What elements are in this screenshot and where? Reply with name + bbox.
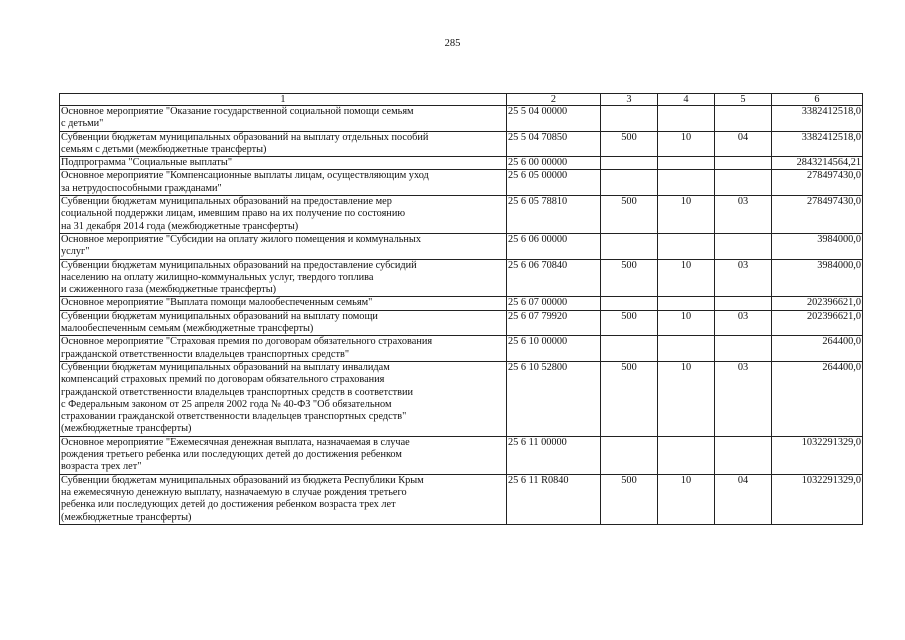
row-col3-cell: 500 — [601, 196, 658, 234]
row-col4-cell: 10 — [658, 474, 715, 524]
table-row — [60, 474, 863, 524]
table-row — [60, 131, 863, 157]
page-number: 285 — [444, 38, 461, 49]
row-col3-cell: 500 — [601, 259, 658, 297]
table-body — [60, 106, 863, 525]
row-col5-cell: 04 — [715, 474, 772, 524]
row-amount-cell: 202396621,0 — [772, 297, 863, 310]
row-col5-cell — [715, 106, 772, 132]
row-col4-cell — [658, 336, 715, 362]
column-header: 5 — [715, 94, 772, 106]
row-amount-cell: 202396621,0 — [772, 310, 863, 336]
row-amount-cell: 1032291329,0 — [772, 436, 863, 474]
row-name-cell: Субвенции бюджетам муниципальных образований на предоставление мер социальной поддержки лицам, имевшим право на их получение по состоянию на 31 декабря 2014 года (межбюджетные трансферты) — [60, 196, 507, 234]
row-col3-cell — [601, 157, 658, 170]
row-code-cell: 25 6 11 00000 — [507, 436, 601, 474]
row-col4-cell — [658, 297, 715, 310]
row-col5-cell — [715, 233, 772, 259]
row-col5-cell — [715, 436, 772, 474]
row-amount-cell: 264400,0 — [772, 336, 863, 362]
row-col4-cell: 10 — [658, 310, 715, 336]
row-code-cell: 25 6 07 00000 — [507, 297, 601, 310]
row-amount-cell: 3382412518,0 — [772, 106, 863, 132]
row-col3-cell — [601, 233, 658, 259]
table-row — [60, 297, 863, 310]
table-row — [60, 196, 863, 234]
row-name-cell: Субвенции бюджетам муниципальных образований на выплату отдельных пособий семьям с детьми (межбюджетные трансферты) — [60, 131, 507, 157]
row-name-cell: Субвенции бюджетам муниципальных образований на выплату инвалидам компенсаций страховых премий по договорам обязательного страхования гражданской ответственности владельцев транспортных средств в соответствии с Федеральным законом от 25 апреля 2002 года № 40-ФЗ "Об обязательном страховании гражданской ответственности владельцев транспортных средств" (межбюджетные трансферты) — [60, 361, 507, 436]
row-col5-cell: 03 — [715, 361, 772, 436]
row-col3-cell — [601, 106, 658, 132]
row-name-cell: Субвенции бюджетам муниципальных образований на предоставление субсидий населению на оплату жилищно-коммунальных услуг, твердого топлива и сжиженного газа (межбюджетные трансферты) — [60, 259, 507, 297]
row-col3-cell: 500 — [601, 310, 658, 336]
column-header: 4 — [658, 94, 715, 106]
table-row — [60, 233, 863, 259]
table-row — [60, 361, 863, 436]
table-row — [60, 170, 863, 196]
row-name-cell: Основное мероприятие "Субсидии на оплату жилого помещения и коммунальных услуг" — [60, 233, 507, 259]
row-code-cell: 25 6 10 00000 — [507, 336, 601, 362]
row-name-cell: Основное мероприятие "Страховая премия по договорам обязательного страхования гражданской ответственности владельцев транспортных средств" — [60, 336, 507, 362]
row-col5-cell: 03 — [715, 196, 772, 234]
row-amount-cell: 264400,0 — [772, 361, 863, 436]
row-col5-cell — [715, 157, 772, 170]
row-code-cell: 25 6 07 79920 — [507, 310, 601, 336]
table-row — [60, 436, 863, 474]
row-amount-cell: 278497430,0 — [772, 170, 863, 196]
row-code-cell: 25 6 11 R0840 — [507, 474, 601, 524]
row-name-cell: Субвенции бюджетам муниципальных образований из бюджета Республики Крым на ежемесячную денежную выплату, назначаемую в случае рождения третьего ребенка или последующих детей до достижения ребенком возраста трех лет (межбюджетные трансферты) — [60, 474, 507, 524]
row-amount-cell: 3984000,0 — [772, 233, 863, 259]
row-col4-cell: 10 — [658, 196, 715, 234]
row-code-cell: 25 5 04 70850 — [507, 131, 601, 157]
row-col5-cell: 03 — [715, 259, 772, 297]
row-code-cell: 25 6 06 00000 — [507, 233, 601, 259]
table-row — [60, 157, 863, 170]
row-code-cell: 25 6 00 00000 — [507, 157, 601, 170]
column-header: 6 — [772, 94, 863, 106]
row-col5-cell: 03 — [715, 310, 772, 336]
row-col3-cell — [601, 336, 658, 362]
row-amount-cell: 3984000,0 — [772, 259, 863, 297]
row-col4-cell: 10 — [658, 259, 715, 297]
table-row — [60, 310, 863, 336]
row-col4-cell: 10 — [658, 131, 715, 157]
row-amount-cell: 278497430,0 — [772, 196, 863, 234]
table-row — [60, 259, 863, 297]
row-amount-cell: 2843214564,21 — [772, 157, 863, 170]
row-col3-cell: 500 — [601, 361, 658, 436]
row-code-cell: 25 5 04 00000 — [507, 106, 601, 132]
row-code-cell: 25 6 10 52800 — [507, 361, 601, 436]
budget-table — [59, 93, 863, 525]
row-name-cell: Субвенции бюджетам муниципальных образований на выплату помощи малообеспеченным семьям (межбюджетные трансферты) — [60, 310, 507, 336]
row-col4-cell — [658, 436, 715, 474]
table-row — [60, 336, 863, 362]
row-col4-cell — [658, 157, 715, 170]
column-header: 3 — [601, 94, 658, 106]
row-col3-cell — [601, 297, 658, 310]
row-col5-cell: 04 — [715, 131, 772, 157]
row-col3-cell — [601, 436, 658, 474]
column-header: 2 — [507, 94, 601, 106]
row-col5-cell — [715, 170, 772, 196]
row-code-cell: 25 6 06 70840 — [507, 259, 601, 297]
row-col3-cell — [601, 170, 658, 196]
row-col4-cell — [658, 170, 715, 196]
row-col5-cell — [715, 336, 772, 362]
row-col4-cell — [658, 106, 715, 132]
row-code-cell: 25 6 05 00000 — [507, 170, 601, 196]
row-name-cell: Основное мероприятие "Выплата помощи малообеспеченным семьям" — [60, 297, 507, 310]
row-col3-cell: 500 — [601, 131, 658, 157]
row-col5-cell — [715, 297, 772, 310]
column-header: 1 — [60, 94, 507, 106]
row-name-cell: Подпрограмма "Социальные выплаты" — [60, 157, 507, 170]
table-header-row — [60, 94, 863, 106]
row-amount-cell: 1032291329,0 — [772, 474, 863, 524]
row-col3-cell: 500 — [601, 474, 658, 524]
row-amount-cell: 3382412518,0 — [772, 131, 863, 157]
row-col4-cell: 10 — [658, 361, 715, 436]
row-name-cell: Основное мероприятие "Оказание государственной социальной помощи семьям с детьми" — [60, 106, 507, 132]
row-name-cell: Основное мероприятие "Ежемесячная денежная выплата, назначаемая в случае рождения третьего ребенка или последующих детей до достижения ребенком возраста трех лет" — [60, 436, 507, 474]
table-row — [60, 106, 863, 132]
row-code-cell: 25 6 05 78810 — [507, 196, 601, 234]
row-name-cell: Основное мероприятие "Компенсационные выплаты лицам, осуществляющим уход за нетрудоспособными гражданами" — [60, 170, 507, 196]
row-col4-cell — [658, 233, 715, 259]
